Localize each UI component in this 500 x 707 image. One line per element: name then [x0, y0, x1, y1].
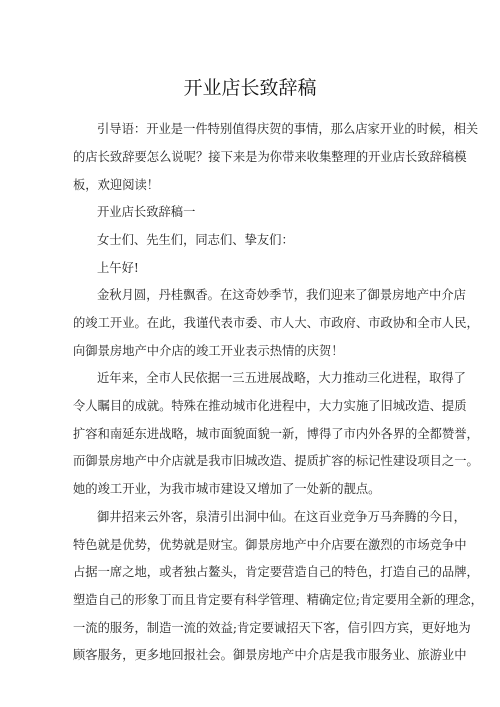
section-heading: 开业店长致辞稿一 [97, 205, 196, 219]
paragraph-line: 御井招来云外客，泉清引出洞中仙。在这百业竞争万马奔腾的今日， [97, 510, 466, 524]
greeting-line: 上午好! [97, 261, 139, 275]
paragraph-line: 一流的服务，制造一流的效益;肯定要诚招天下客，信引四方宾，更好地为 [73, 621, 471, 635]
paragraph-line: 她的竣工开业，为我市城市建设又增加了一处新的靓点。 [73, 482, 381, 496]
paragraph-line: 顾客服务，更多地回报社会。御景房地产中介店是我市服务业、旅游业中 [73, 648, 467, 662]
paragraph-line: 占据一席之地，或者独占鳌头，肯定要营造自己的特色，打造自己的品牌， [73, 565, 479, 579]
paragraph-line: 塑造自己的形象丁而且肯定要有科学管理、精确定位;肯定要用全新的理念， [73, 593, 483, 607]
paragraph-line: 扩容和南延东进战略，城市面貌面貌一新，博得了市内外各界的全都赞誉， [73, 427, 479, 441]
paragraph-line: 引导语：开业是一件特别值得庆贺的事情，那么店家开业的时候，相关 [97, 122, 479, 136]
document-title: 开业店长致辞稿 [183, 77, 317, 99]
paragraph-line: 的店长致辞要怎么说呢？接下来是为你带来收集整理的开业店长致辞稿模 [73, 150, 467, 164]
paragraph-line: 板，欢迎阅读！ [73, 178, 160, 192]
paragraph-line: 金秋月圆，丹桂飘香。在这奇妙季节，我们迎来了御景房地产中介店 [97, 288, 466, 302]
paragraph-line: 向御景房地产中介店的竣工开业表示热情的庆贺！ [73, 344, 344, 358]
salutation-line: 女士们、先生们，同志们、挚友们： [97, 233, 294, 247]
paragraph-line: 令人瞩目的成就。特殊在推动城市化进程中，大力实施了旧城改造、提质 [73, 399, 467, 413]
paragraph-line: 而御景房地产中介店就是我市旧城改造、提质扩容的标记性建设项目之一。 [73, 454, 479, 468]
paragraph-line: 特色就是优势，优势就是财宝。御景房地产中介店要在激烈的市场竞争中 [73, 538, 467, 552]
paragraph-line: 近年来，全市人民依据一三五进展战略，大力推动三化进程，取得了 [97, 371, 466, 385]
paragraph-line: 的竣工开业。在此，我谨代表市委、市人大、市政府、市政协和全市人民， [73, 316, 479, 330]
